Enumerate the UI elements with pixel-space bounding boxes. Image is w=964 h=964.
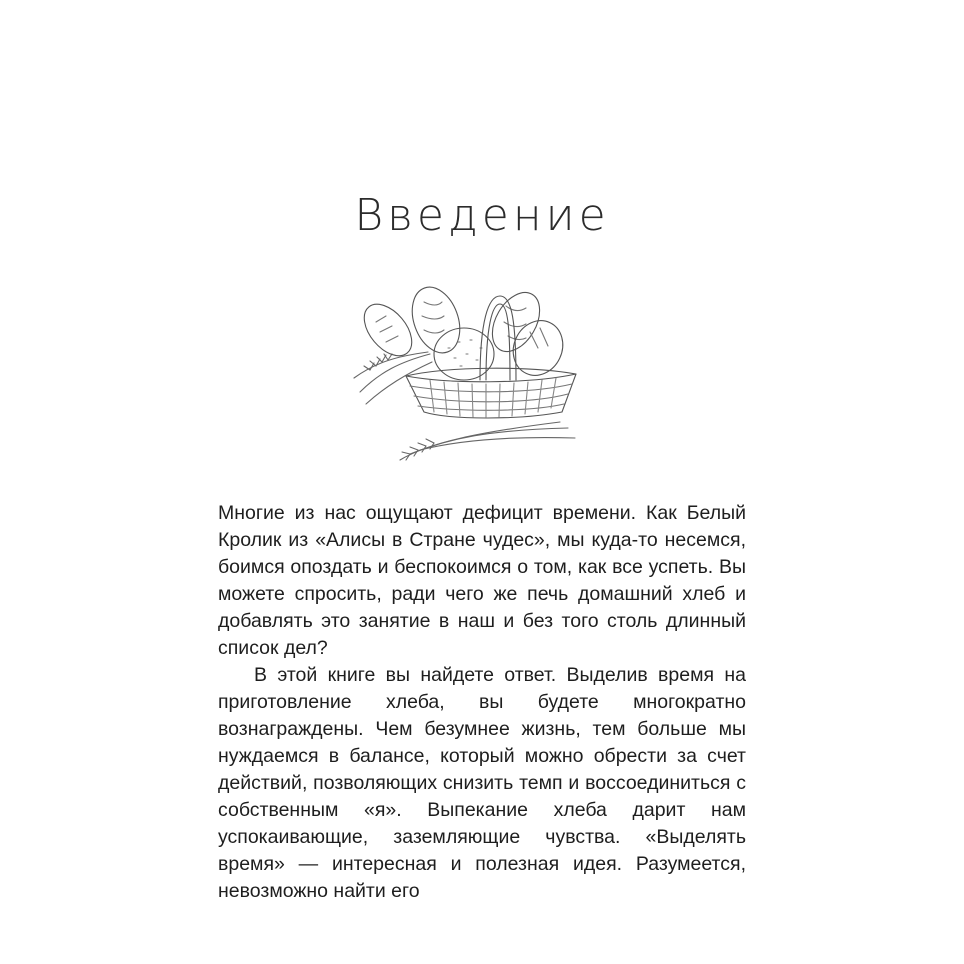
breads — [355, 282, 572, 384]
chapter-title: Введение — [354, 190, 610, 241]
paragraph-1: Многие из нас ощущают дефицит времени. Как Белый Кролик из «Алисы в Стране чудес», мы куда-то несемся, боимся опоздать и беспокоимся о том, как все успеть. Вы можете спросить, ради чего же печь домашний хлеб и добавлять это занятие в наш и без того столь длинный список дел? — [218, 502, 746, 659]
body-text — [218, 500, 746, 905]
wheat-stalks — [354, 352, 575, 460]
basket — [406, 368, 576, 418]
bread-basket-with-wheat-icon — [340, 282, 580, 462]
paragraph-2: В этой книге вы найдете ответ. Выделив время на приготовление хлеба, вы будете многократно вознаграждены. Чем безумнее жизнь, тем больше мы нуждаемся в балансе, который можно обрести за счет действий, позволяющих снизить темп и воссоединиться с собственным «я». Выпекание хлеба дарит нам успокаивающие, заземляющие чувства. «Выделять время» — интересная и полезная идея. Разумеется, невозможно найти его — [218, 664, 746, 902]
